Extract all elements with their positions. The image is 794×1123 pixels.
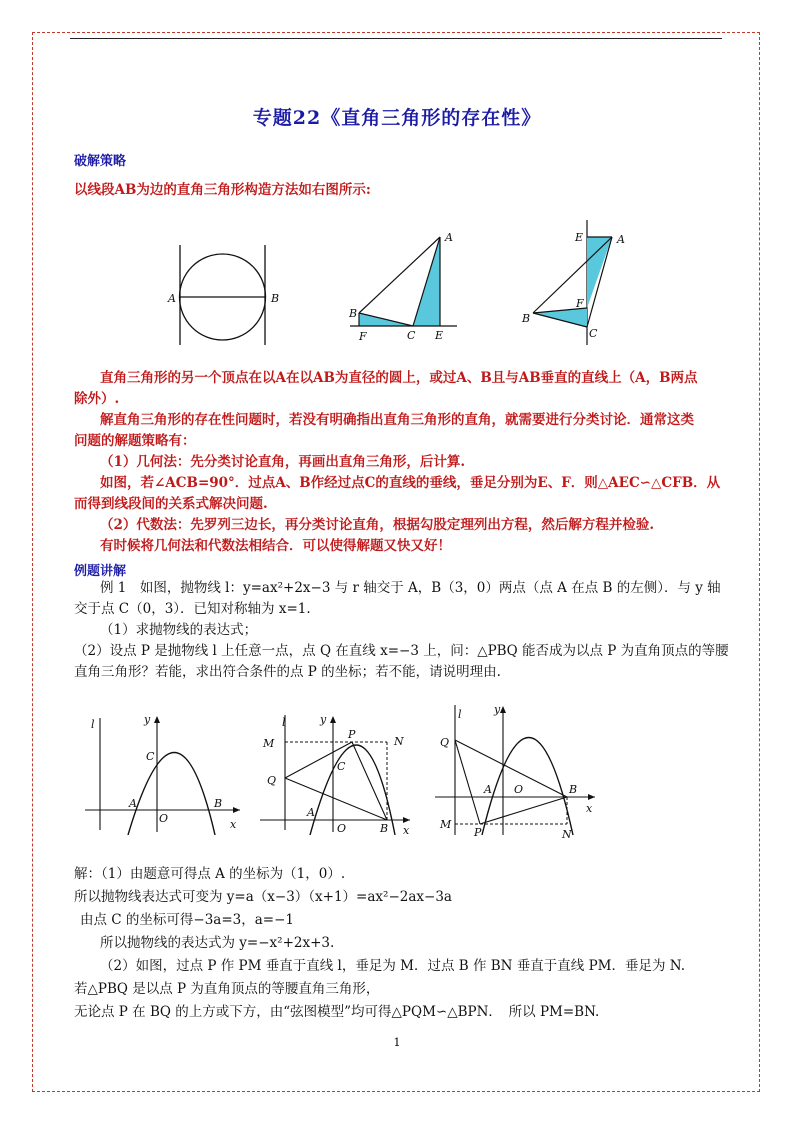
label-A: A xyxy=(484,783,492,796)
page-title: 专题22《直角三角形的存在性》 xyxy=(252,107,542,129)
label-B: B xyxy=(214,797,223,810)
label-l: l xyxy=(282,716,286,729)
para-4b: 而得到线段间的关系式解决问题. xyxy=(74,496,268,512)
label-M: M xyxy=(440,818,452,831)
label-B: B xyxy=(569,783,578,796)
example-line-2: 交于点 C（0，3）．已知对称轴为 x=1. xyxy=(74,601,311,617)
label-A: A xyxy=(129,797,137,810)
label-N: N xyxy=(394,735,404,748)
para-5: （2）代数法：先罗列三边长，再分类讨论直角，根据勾股定理列出方程，然后解方程并检验. xyxy=(100,517,655,533)
label-l: l xyxy=(458,708,462,721)
example-line-3: （1）求抛物线的表达式； xyxy=(100,622,258,638)
label-A: A xyxy=(307,806,315,819)
label-O: O xyxy=(159,812,169,825)
label-Q: Q xyxy=(267,774,277,787)
label-O: O xyxy=(337,822,347,835)
label-P: P xyxy=(348,728,356,741)
label-B: B xyxy=(522,312,531,325)
figure-slanted-triangle xyxy=(520,215,640,345)
solution-line-5: （2）如图，过点 P 作 PM 垂直于直线 l，垂足为 M．过点 B 作 BN 垂直于直线 PM．垂足为 N. xyxy=(100,958,686,974)
page-number: 1 xyxy=(393,1036,401,1049)
section-examples: 例题讲解 xyxy=(74,564,127,579)
figure-parabola-p-below xyxy=(430,700,600,840)
label-E: E xyxy=(575,231,584,244)
solution-line-4: 所以抛物线的表达式为 y=−x²+2x+3. xyxy=(100,935,335,951)
label-y: y xyxy=(144,713,151,726)
intro-text: 以线段AB为边的直角三角形构造方法如右图所示: xyxy=(74,182,371,198)
label-C: C xyxy=(337,760,346,773)
para-3: （1）几何法：先分类讨论直角，再画出直角三角形，后计算. xyxy=(100,454,466,470)
label-A: A xyxy=(617,233,625,246)
label-x: x xyxy=(403,824,410,835)
figure-right-triangle xyxy=(345,225,465,345)
figure-parabola xyxy=(80,710,250,835)
label-B: B xyxy=(271,292,280,305)
para-2b: 问题的解题策略有： xyxy=(74,433,196,449)
label-y: y xyxy=(320,713,327,726)
para-6: 有时候将几何法和代数法相结合．可以使得解题又快又好！ xyxy=(100,538,451,554)
label-A: A xyxy=(445,231,453,244)
para-1b: 除外）. xyxy=(74,391,120,407)
label-O: O xyxy=(514,783,524,796)
label-F: F xyxy=(576,297,584,310)
para-2: 解直角三角形的存在性问题时，若没有明确指出直角三角形的直角，就需要进行分类讨论．通常这类 xyxy=(100,412,694,428)
label-C: C xyxy=(589,327,598,340)
figure-circle xyxy=(160,240,290,350)
solution-line-6: 若△PBQ 是以点 P 为直角顶点的等腰直角三角形， xyxy=(74,981,380,997)
solution-line-2: 所以抛物线表达式可变为 y=a（x−3）（x+1）=ax²−2ax−3a xyxy=(74,889,452,905)
solution-line-7: 无论点 P 在 BQ 的上方或下方，由“弦图模型”均可得△PQM∽△BPN． 所以 PM=BN. xyxy=(74,1004,600,1020)
label-B: B xyxy=(349,307,358,320)
solution-line-3: 由点 C 的坐标可得−3a=3，a=−1 xyxy=(80,912,295,928)
label-x: x xyxy=(230,818,237,831)
label-F: F xyxy=(359,330,367,343)
label-P: P xyxy=(474,826,482,839)
label-M: M xyxy=(263,737,275,750)
label-x: x xyxy=(586,802,593,815)
label-N: N xyxy=(562,828,572,840)
label-y: y xyxy=(494,703,501,716)
para-4: 如图，若∠ACB=90°．过点A、B作经过点C的直线的垂线，垂足分别为E、F．则△AEC∽△CFB．从 xyxy=(100,475,721,491)
label-E: E xyxy=(435,329,444,342)
label-Q: Q xyxy=(440,736,450,749)
example-line-1: 例 1 如图，抛物线 l：y=ax²+2x−3 与 r 轴交于 A，B（3，0）两点（点 A 在点 B 的左侧）．与 y 轴 xyxy=(100,580,721,596)
label-C: C xyxy=(407,329,416,342)
label-A: A xyxy=(168,292,176,305)
header-rule xyxy=(70,38,722,39)
label-B: B xyxy=(380,822,389,835)
section-strategy: 破解策略 xyxy=(74,154,127,169)
label-C: C xyxy=(146,750,155,763)
figure-parabola-p-above xyxy=(255,710,415,835)
para-1: 直角三角形的另一个顶点在以A在以AB为直径的圆上，或过A、B且与AB垂直的直线上（A，B两点 xyxy=(100,370,698,386)
label-l: l xyxy=(91,718,95,731)
example-line-5: 直角三角形？若能，求出符合条件的点 P 的坐标；若不能，请说明理由. xyxy=(74,664,501,680)
solution-line-1: 解：（1）由题意可得点 A 的坐标为（1，0）. xyxy=(74,866,346,882)
example-line-4: （2）设点 P 是抛物线 l 上任意一点，点 Q 在直线 x=−3 上，问：△PBQ 能否成为以点 P 为直角顶点的等腰 xyxy=(74,643,729,659)
